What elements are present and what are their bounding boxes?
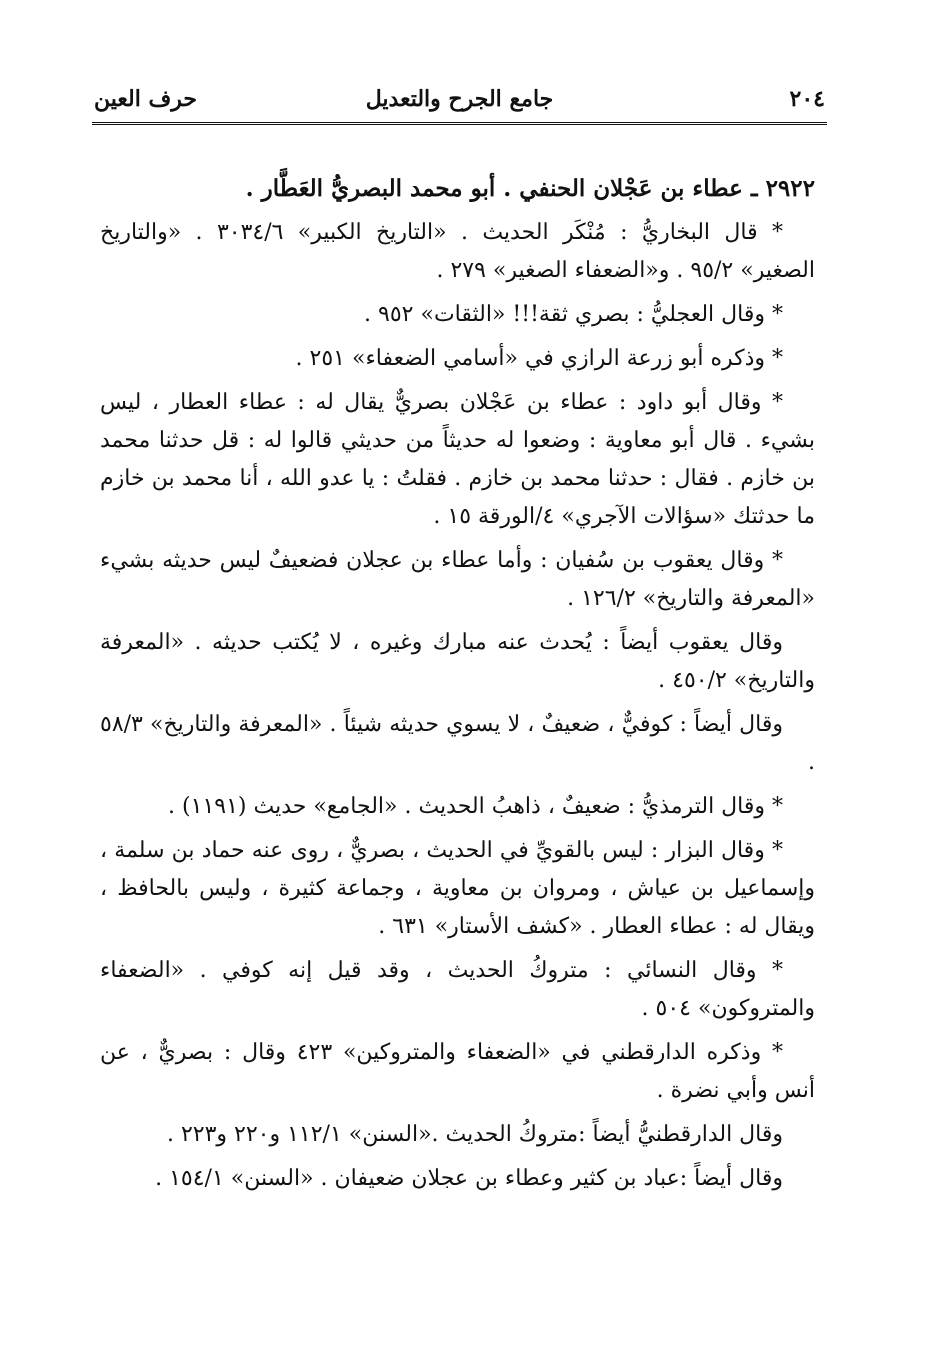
paragraph-abu-zura: * وذكره أبو زرعة الرازي في «أسامي الضعفاء» ٢٥١ . [295,346,783,371]
header-rule [92,122,827,125]
page-number: ٢٠٤ [789,86,825,112]
running-header [92,84,827,124]
entry-title: ٢٩٢٢ ـ عطاء بن عَجْلان الحنفي . أبو محمد البصريُّ العَطَّار . [245,175,815,202]
paragraph-abu-dawud: * وقال أبو داود : عطاء بن عَجْلان بصريٌّ يقال له : عطاء العطار ، ليس بشيء . قال أبو معاوية : وضعوا له حديثاً من حديثي قالوا له : قل حدثنا محمد بن خازم . فقال : حدثنا محمد بن خازم . فقلتُ : يا عدو الله ، أنا محمد بن خازم ما حدثتك «سؤالات الآجري» ٤/الورقة ١٥ . [100,390,815,529]
paragraph-tirmidhi: * وقال الترمذيُّ : ضعيفٌ ، ذاهبُ الحديث . «الجامع» حديث (١١٩١) . [168,794,783,819]
book-title: جامع الجرح والتعديل [365,86,554,112]
entry-body [100,170,815,1204]
section-title: حرف العين [94,86,198,112]
paragraph-yaqub-3: وقال أيضاً : كوفيٌّ ، ضعيفٌ ، لا يسوي حديثه شيئاً . «المعرفة والتاريخ» ٥٨/٣ . [100,712,815,775]
paragraph-bazzar: * وقال البزار : ليس بالقويِّ في الحديث ، بصريٌّ ، روى عنه حماد بن سلمة ، وإسماعيل بن عياش ، ومروان بن معاوية ، وجماعة كثيرة ، وليس بالحافظ ، ويقال له : عطاء العطار . «كشف الأستار» ٦٣١ . [100,838,815,939]
paragraph-ijli: * وقال العجليُّ : بصري ثقة!!! «الثقات» ٩٥٢ . [364,302,783,327]
paragraph-daraqutni-3: وقال أيضاً :عباد بن كثير وعطاء بن عجلان ضعيفان . «السنن» ١٥٤/١ . [155,1166,783,1191]
paragraph-yaqub-2: وقال يعقوب أيضاً : يُحدث عنه مبارك وغيره ، لا يُكتب حديثه . «المعرفة والتاريخ» ٤٥٠/٢ . [100,630,815,693]
paragraph-nasai: * وقال النسائي : متروكُ الحديث ، وقد قيل إنه كوفي . «الضعفاء والمتروكون» ٥٠٤ . [100,958,815,1021]
paragraph-bukhari: * قال البخاريُّ : مُنْكَر الحديث . «التاريخ الكبير» ٣٠٣٤/٦ . «والتاريخ الصغير» ٩٥/٢ . و«الضعفاء الصغير» ٢٧٩ . [100,220,815,283]
paragraph-yaqub: * وقال يعقوب بن سُفيان : وأما عطاء بن عجلان فضعيفٌ ليس حديثه بشيء «المعرفة والتاريخ» ١٢٦/٢ . [100,548,815,611]
paragraph-daraqutni: * وذكره الدارقطني في «الضعفاء والمتروكين» ٤٢٣ وقال : بصريٌّ ، عن أنس وأبي نضرة . [100,1040,815,1103]
paragraph-daraqutni-2: وقال الدارقطنيُّ أيضاً :متروكُ الحديث .«السنن» ١١٢/١ و٢٢٠ و٢٢٣ . [166,1122,783,1147]
